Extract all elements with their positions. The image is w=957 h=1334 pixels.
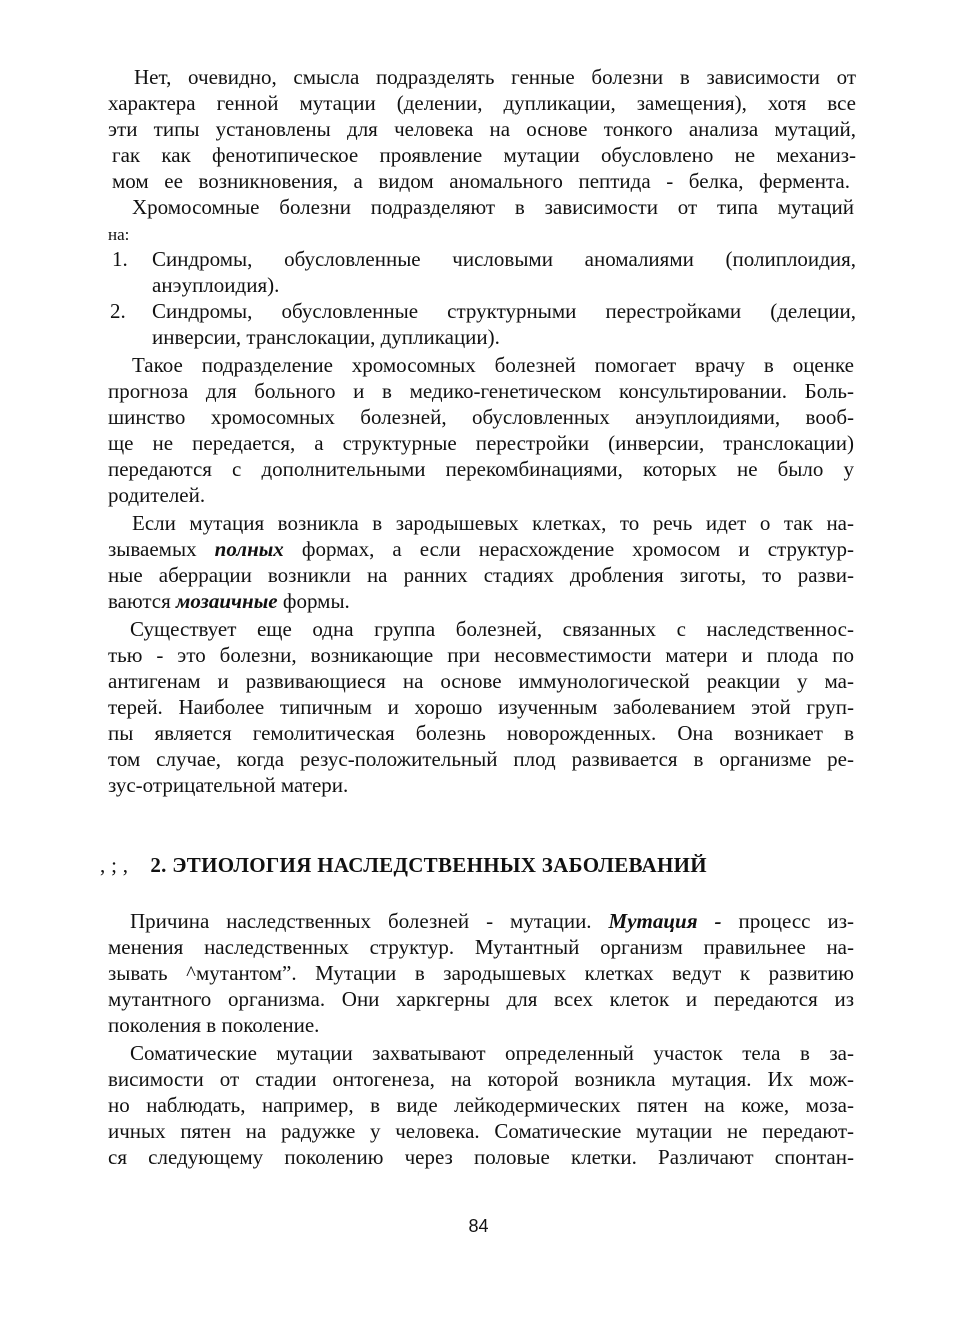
- heading-marks: , ; ,: [100, 853, 129, 877]
- text-line: тью - это болезни, возникающие при несовместимости матери и плода по: [108, 643, 854, 667]
- text-line: эти типы установлены для человека на основе тонкого анализа мутаций,: [108, 117, 856, 141]
- text-line: анэуплоидия).: [152, 273, 280, 297]
- text-line: ся следующему поколению через половые клетки. Различают спонтан-: [108, 1145, 854, 1169]
- text-line: мутантного организма. Они харкгерны для всех клеток и передаются из: [108, 987, 854, 1011]
- text-line: Соматические мутации захватывают определенный участок тела в за-: [130, 1041, 854, 1065]
- text-line: прогноза для больного и в медико-генетическом консультировании. Боль-: [108, 379, 854, 403]
- text-line: но наблюдать, например, в виде лейкодермических пятен на коже, моза-: [108, 1093, 854, 1117]
- text-line: Существует еще одна группа болезней, связанных с наследственнос-: [130, 617, 854, 641]
- text-line: передаются с дополнительными перекомбинациями, которых не было у: [108, 457, 854, 481]
- text-line: пы является гемолитическая болезнь новорожденных. Она возникает в: [108, 721, 854, 745]
- text-line: Хромосомные болезни подразделяют в зависимости от типа мутаций: [132, 195, 854, 219]
- list-number: 1.: [112, 247, 128, 271]
- text-line: родителей.: [108, 483, 206, 507]
- text-line: Синдромы, обусловленные числовыми аномалиями (полиплоидия,: [152, 247, 856, 271]
- text-line: [108, 536, 854, 562]
- page-number: 84: [468, 1216, 489, 1236]
- text-line: поколения в поколение.: [108, 1013, 320, 1037]
- text-line: мом ее возникновения, а видом аномального пептида - белка, фермента.: [112, 169, 850, 193]
- text-segment: процесс из-: [721, 909, 854, 933]
- text-line: инверсии, транслокации, дупликации).: [152, 325, 500, 349]
- text-line: [108, 588, 856, 614]
- text-line: ще не передается, а структурные перестройки (инверсии, транслокации): [108, 431, 854, 455]
- text-line: шинство хромосомных болезней, обусловленных анэуплоидиями, вооб-: [108, 405, 854, 429]
- text-segment: формах, а если нерасхождение хромосом и структур-: [283, 537, 854, 561]
- text-line: антигенам и развивающиеся на основе иммунологической реакции у ма-: [108, 669, 854, 693]
- text-segment: Причина наследственных болезней - мутации.: [130, 909, 609, 933]
- text-line: ные аберрации возникли на ранних стадиях дробления зиготы, то разви-: [108, 563, 854, 587]
- text-line: Такое подразделение хромосомных болезней помогает врачу в оценке: [132, 353, 854, 377]
- list-number: 2.: [110, 299, 126, 323]
- text-line: зус-отрицательной матери.: [108, 773, 349, 797]
- text-line: гак как фенотипическое проявление мутации обусловлено не механиз-: [112, 143, 856, 167]
- emphasis-term: мозаичные: [176, 589, 278, 613]
- text-line: на:: [108, 225, 130, 244]
- text-line: менения наследственных структур. Мутантный организм правильнее на-: [108, 935, 854, 959]
- text-line: зывать ^мутантом”. Мутации в зародышевых клетках ведут к развитию: [108, 961, 854, 985]
- text-line: том случае, когда резус-положительный плод развивается в организме ре-: [108, 747, 854, 771]
- emphasis-term: Мутация -: [608, 909, 722, 933]
- heading-title: 2. ЭТИОЛОГИЯ НАСЛЕДСТВЕННЫХ ЗАБОЛЕВАНИЙ: [150, 853, 707, 877]
- text-segment: ваются: [108, 589, 177, 613]
- text-line: ичных пятен на радужке у человека. Соматические мутации не передают-: [108, 1119, 854, 1143]
- text-line: висимости от стадии онтогенеза, на которой возникла мутация. Их мож-: [108, 1067, 854, 1091]
- text-segment: зываемых: [108, 537, 215, 561]
- text-line: Нет, очевидно, смысла подразделять генные болезни в зависимости от: [134, 65, 856, 89]
- text-line: Синдромы, обусловленные структурными перестройками (делеции,: [152, 299, 856, 323]
- text-line: Если мутация возникла в зародышевых клетках, то речь идет о так на-: [132, 511, 854, 535]
- text-line: характера генной мутации (делении, дупликации, замещения), хотя все: [108, 91, 856, 115]
- text-line: [130, 908, 854, 934]
- emphasis-term: полных: [214, 537, 284, 561]
- section-heading: [100, 852, 860, 878]
- text-line: терей. Наиболее типичным и хорошо изученным заболеванием этой груп-: [108, 695, 854, 719]
- text-segment: формы.: [277, 589, 350, 613]
